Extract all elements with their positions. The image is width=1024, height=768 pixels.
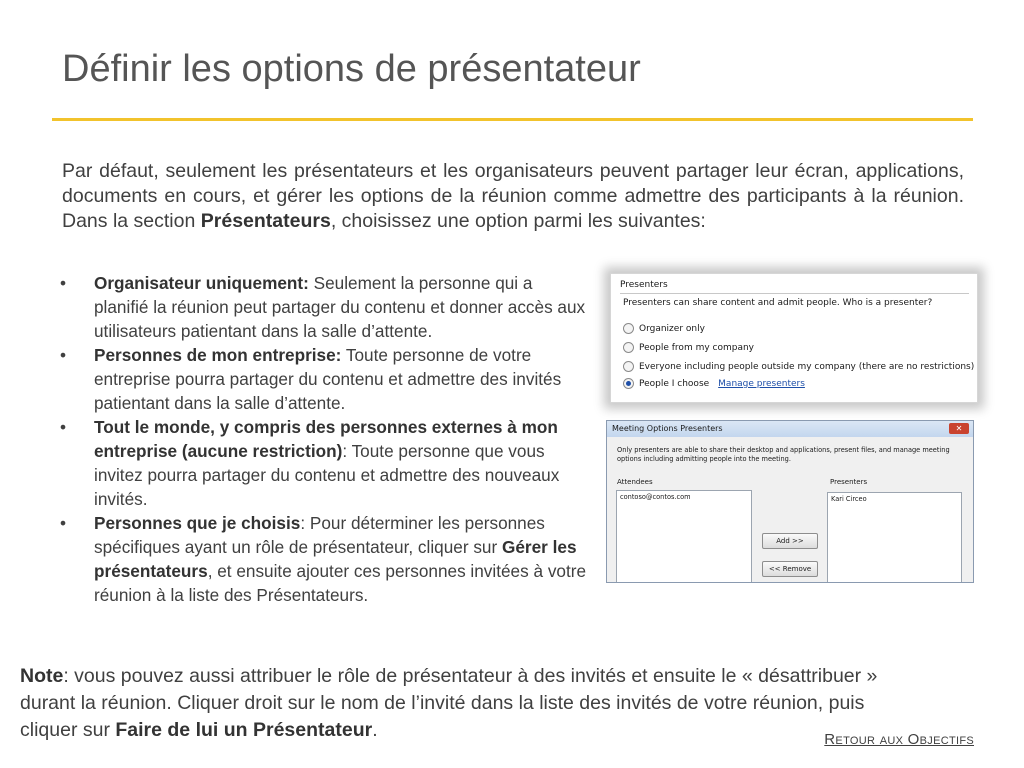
radio-people-from-company[interactable] xyxy=(623,342,754,353)
item-term: Personnes de mon entreprise: xyxy=(94,345,342,365)
note-text: : vous pouvez aussi attribuer le rôle de présentateur à des invités et ensuite le « désattribuer » durant la réunion. Cliquer droit sur le nom de l’invité dans la liste des invités de votre réunion, puis cliquer sur xyxy=(20,665,878,741)
radio-icon xyxy=(623,323,634,334)
item-text-end: , et ensuite ajouter ces personnes invitées à votre réunion à la liste des Présentateurs. xyxy=(94,561,587,605)
attendees-label: Attendees xyxy=(617,478,653,486)
close-icon[interactable]: ✕ xyxy=(949,423,969,434)
list-item-company xyxy=(60,343,588,415)
radio-people-i-choose[interactable] xyxy=(623,378,805,389)
page-title: Définir les options de présentateur xyxy=(62,48,641,90)
title-divider xyxy=(52,118,973,121)
radio-icon xyxy=(623,342,634,353)
radio-label: People from my company xyxy=(639,342,755,353)
list-item[interactable]: Kari Circeo xyxy=(831,495,867,503)
list-item-everyone xyxy=(60,415,588,511)
radio-label: Everyone including people outside my company (there are no restrictions) xyxy=(639,361,975,372)
list-item-organizer xyxy=(60,271,588,343)
radio-everyone[interactable] xyxy=(623,361,974,372)
radio-selected-icon xyxy=(623,378,634,389)
dialog-description: Only presenters are able to share their desktop and applications, present files, and manage meeting options including admitting people into the meeting. xyxy=(617,446,950,463)
list-item-chosen xyxy=(60,511,588,607)
intro-text-end: , choisissez une option parmi les suivantes: xyxy=(330,210,706,232)
remove-button[interactable]: << Remove xyxy=(762,561,818,577)
presenters-listbox[interactable] xyxy=(827,492,962,583)
item-term: Tout le monde, y compris des personnes externes à mon entreprise (aucune restriction) xyxy=(94,417,558,461)
bullet-icon: • xyxy=(60,273,67,293)
item-term: Personnes que je choisis xyxy=(94,513,301,533)
note-bold-command: Faire de lui un Présentateur xyxy=(115,719,373,741)
item-text: : Pour déterminer les personnes spécifiques ayant un rôle de présentateur, cliquer sur xyxy=(94,513,545,557)
manage-presenters-link[interactable]: Manage presenters xyxy=(718,378,805,389)
item-text: : Toute personne que vous invitez pourra partager du contenu et admettre des nouveaux invités. xyxy=(94,441,560,509)
note-end: . xyxy=(372,719,378,741)
meeting-options-dialog-screenshot xyxy=(606,420,974,583)
bullet-icon: • xyxy=(60,513,67,533)
item-text: Seulement la personne qui a planifié la réunion peut partager du contenu et donner accès aux utilisateurs patientant dans la salle d’attente. xyxy=(94,273,586,341)
note-label: Note xyxy=(20,665,64,687)
intro-paragraph xyxy=(62,159,964,234)
panel-question: Presenters can share content and admit people. Who is a presenter? xyxy=(623,298,933,308)
intro-bold-term: Présentateurs xyxy=(200,210,331,232)
panel-header: Presenters xyxy=(620,280,668,290)
dialog-title: Meeting Options Presenters xyxy=(612,424,723,433)
dialog-titlebar xyxy=(607,421,973,437)
item-term: Organisateur uniquement: xyxy=(94,273,309,293)
presenters-panel-screenshot xyxy=(610,273,978,403)
item-term-manage: Gérer les présentateurs xyxy=(94,537,577,581)
bullet-icon: • xyxy=(60,417,67,437)
note-paragraph xyxy=(20,663,880,744)
intro-text: Par défaut, seulement les présentateurs et les organisateurs peuvent partager leur écran, applications, documents en cours, et gérer les options de la réunion comme admettre des participants à la réunion. Dans la section xyxy=(62,160,964,232)
radio-organizer-only[interactable] xyxy=(623,323,705,334)
bullet-icon: • xyxy=(60,345,67,365)
attendees-listbox[interactable] xyxy=(616,490,752,583)
radio-label: Organizer only xyxy=(639,323,705,334)
back-to-objectives-link[interactable]: Retour aux Objectifs xyxy=(824,731,974,748)
options-list xyxy=(60,271,588,607)
item-text: Toute personne de votre entreprise pourra partager du contenu et admettre des invités patientant dans la salle d’attente. xyxy=(94,345,562,413)
radio-label: People I choose xyxy=(639,378,710,389)
panel-divider xyxy=(620,293,969,294)
radio-icon xyxy=(623,361,634,372)
list-item[interactable]: contoso@contos.com xyxy=(620,493,691,501)
add-button[interactable]: Add >> xyxy=(762,533,818,549)
presenters-label: Presenters xyxy=(830,478,868,486)
